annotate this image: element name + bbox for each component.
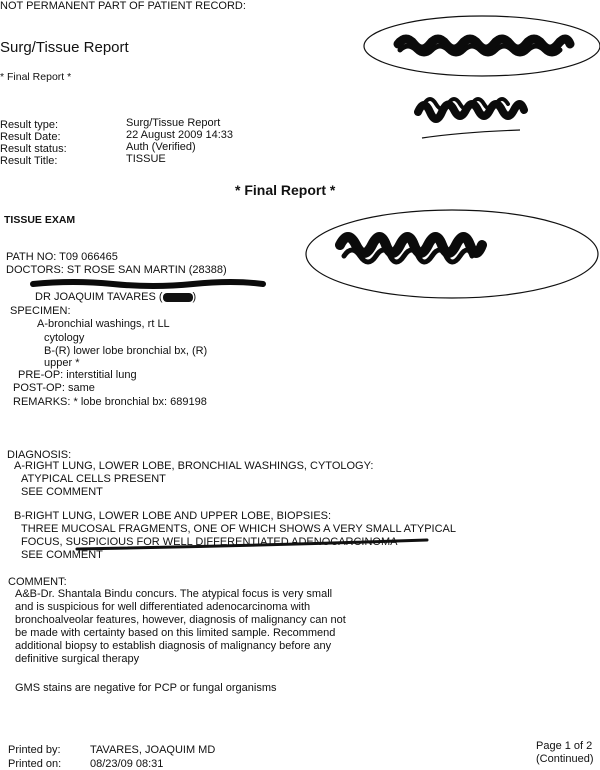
result-date-value: 22 August 2009 14:33	[126, 129, 234, 141]
diagnosis-a-title: A-RIGHT LUNG, LOWER LOBE, BRONCHIAL WASHINGS, CYTOLOGY:	[14, 460, 374, 472]
redaction-scribble-center	[340, 237, 482, 262]
redaction-line-doctor	[33, 282, 263, 286]
printed-on-label: Printed on:	[8, 758, 62, 770]
result-type-label: Result type:	[0, 119, 59, 131]
redaction-scribble-top	[398, 39, 570, 54]
postop-line: POST-OP: same	[13, 382, 95, 394]
section-tissue-exam: TISSUE EXAM	[4, 214, 76, 226]
report-title: Surg/Tissue Report	[0, 39, 129, 56]
comment-line-2: and is suspicious for well differentiated adenocarcinoma with	[15, 601, 311, 613]
specimen-line-2: cytology	[44, 332, 85, 344]
specimen-line-4: upper *	[44, 357, 80, 369]
comment-line-1: A&B-Dr. Shantala Bindu concurs. The atypical focus is very small	[15, 588, 333, 600]
result-title-value: TISSUE	[126, 153, 166, 165]
result-status-value: Auth (Verified)	[126, 141, 196, 153]
not-permanent-notice: NOT PERMANENT PART OF PATIENT RECORD:	[0, 0, 246, 12]
specimen-line-1: A-bronchial washings, rt LL	[37, 318, 170, 330]
comment-line-4: be made with certainty based on this limited sample. Recommend	[15, 627, 336, 639]
redaction-scribble-mid	[418, 99, 524, 138]
gms-stains-line: GMS stains are negative for PCP or fungal organisms	[15, 682, 277, 694]
result-type-value: Surg/Tissue Report	[126, 117, 221, 129]
diagnosis-a-comment: SEE COMMENT	[21, 486, 103, 498]
diagnosis-b-title: B-RIGHT LUNG, LOWER LOBE AND UPPER LOBE, BIOPSIES:	[14, 510, 332, 522]
doctor-tavares-name: DR JOAQUIM TAVARES (	[35, 291, 163, 303]
comment-label: COMMENT:	[8, 576, 67, 588]
path-number: PATH NO: T09 066465	[6, 251, 118, 263]
diagnosis-b-line-2: FOCUS, SUSPICIOUS FOR WELL DIFFERENTIATED ADENOCARCINOMA	[21, 536, 398, 548]
remarks-line: REMARKS: * lobe bronchial bx: 689198	[13, 396, 207, 408]
handwritten-underline	[77, 540, 427, 549]
comment-line-3: bronchoalveolar features, however, diagnosis of malignancy can not	[15, 614, 346, 626]
specimen-label: SPECIMEN:	[10, 305, 71, 317]
specimen-line-3: B-(R) lower lobe bronchial bx, (R)	[44, 345, 208, 357]
final-report-heading: * Final Report *	[235, 182, 336, 198]
doctor-tavares-close: )	[192, 291, 197, 303]
result-status-label: Result status:	[0, 143, 67, 155]
preop-line: PRE-OP: interstitial lung	[18, 369, 137, 381]
report-subtitle: * Final Report *	[0, 71, 72, 83]
result-title-label: Result Title:	[0, 155, 58, 167]
diagnosis-label: DIAGNOSIS:	[7, 449, 72, 461]
diagnosis-a-finding: ATYPICAL CELLS PRESENT	[21, 473, 166, 485]
printed-by-value: TAVARES, JOAQUIM MD	[90, 744, 216, 756]
result-date-label: Result Date:	[0, 131, 61, 143]
diagnosis-b-line-1: THREE MUCOSAL FRAGMENTS, ONE OF WHICH SHOWS A VERY SMALL ATYPICAL	[21, 523, 456, 535]
comment-line-6: definitive surgical therapy	[15, 653, 140, 665]
page-number: Page 1 of 2	[536, 740, 593, 752]
continued-label: (Continued)	[536, 753, 594, 765]
comment-line-5: additional biopsy to establish diagnosis of malignancy before any	[15, 640, 332, 652]
diagnosis-b-comment: SEE COMMENT	[21, 549, 103, 561]
printed-by-label: Printed by:	[8, 744, 61, 756]
printed-on-value: 08/23/09 08:31	[90, 758, 164, 770]
doctors-line: DOCTORS: ST ROSE SAN MARTIN (28388)	[6, 264, 227, 276]
